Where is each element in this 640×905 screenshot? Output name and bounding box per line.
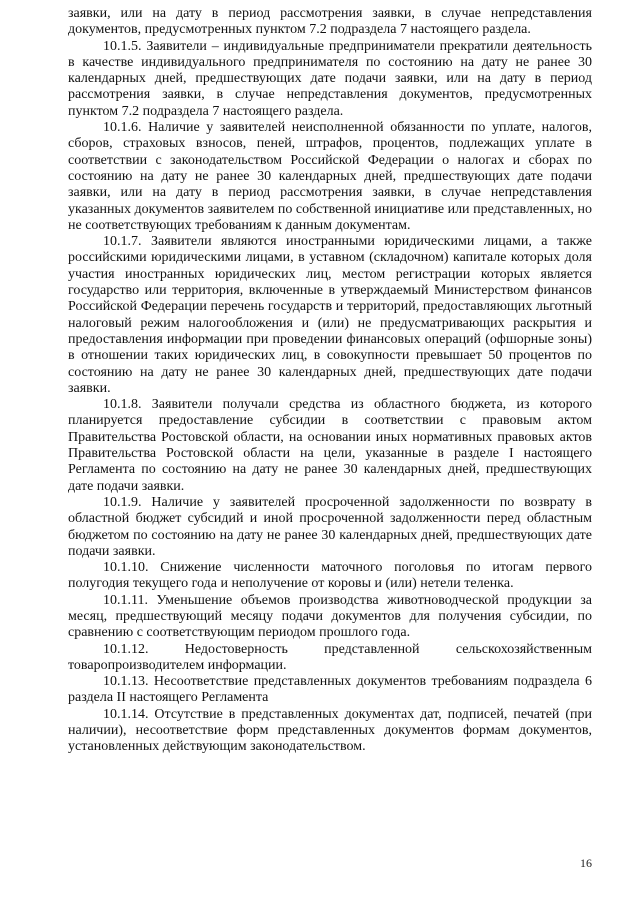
paragraph-10-1-5: 10.1.5. Заявители – индивидуальные предприниматели прекратили деятельность в качестве индивидуального предпринимателя по состоянию на дату не ранее 30 календарных дней, предшествующих дате подачи заявки, или на дату в период рассмотрения заявки, в случае непредставления документов, предусмотренных пунктом 7.2 подраздела 7 настоящего раздела.: [68, 38, 592, 119]
paragraph-10-1-11: 10.1.11. Уменьшение объемов производства животноводческой продукции за месяц, предшествующий месяцу подачи документов для получения субсидии, по сравнению с соответствующим периодом прошлого года.: [68, 592, 592, 641]
paragraph-10-1-10: 10.1.10. Снижение численности маточного поголовья по итогам первого полугодия текущего года и неполучение от коровы и (или) нетели теленка.: [68, 560, 592, 592]
paragraph-10-1-8: 10.1.8. Заявители получали средства из областного бюджета, из которого планируется предоставление субсидии в соответствии с правовым актом Правительства Ростовской области, на основании иных нормативных правовых актов Правительства Ростовской области на цели, указанные в разделе I настоящего Регламента по состоянию на дату не ранее 30 календарных дней, предшествующих дате подачи заявки.: [68, 397, 592, 494]
paragraph-10-1-9: 10.1.9. Наличие у заявителей просроченной задолженности по возврату в областной бюджет субсидий и иной просроченной задолженности перед областным бюджетом по состоянию на дату не ранее 30 календарных дней, предшествующих дате подачи заявки.: [68, 494, 592, 559]
paragraph-10-1-12: 10.1.12. Недостоверность представленной сельскохозяйственным товаропроизводителем информации.: [68, 641, 592, 673]
paragraph-10-1-14: 10.1.14. Отсутствие в представленных документах дат, подписей, печатей (при наличии), несоответствие форм представленных документов формам документов, установленных действующим законодательством.: [68, 706, 592, 755]
paragraph-10-1-6: 10.1.6. Наличие у заявителей неисполненной обязанности по уплате, налогов, сборов, страховых взносов, пеней, штрафов, процентов, подлежащих уплате в соответствии с законодательством Российской Федерации о налогах и сборах по состоянию на дату не ранее 30 календарных дней, предшествующих дате подачи заявки, или на дату в период рассмотрения заявки, в случае непредставления указанных документов заявителем по собственной инициативе или представленных, но не соответствующих требованиям к данным документам.: [68, 120, 592, 233]
document-page: [68, 6, 592, 756]
paragraph-continuation: заявки, или на дату в период рассмотрения заявки, в случае непредставления документов, предусмотренных пунктом 7.2 подраздела 7 настоящего раздела.: [68, 6, 592, 38]
paragraph-10-1-7: 10.1.7. Заявители являются иностранными юридическими лицами, а также российскими юридическими лицами, в уставном (складочном) капитале которых доля участия иностранных юридических лиц, местом регистрации которых является государство или территория, включенные в утверждаемый Министерством финансов Российской Федерации перечень государств и территорий, предоставляющих льготный налоговый режим налогообложения и (или) не предусматривающих раскрытия и предоставления информации при проведении финансовых операций (офшорные зоны) в отношении таких юридических лиц, в совокупности превышает 50 процентов по состоянию на дату не ранее 30 календарных дней, предшествующих дате подачи заявки.: [68, 234, 592, 396]
paragraph-10-1-13: 10.1.13. Несоответствие представленных документов требованиям подраздела 6 раздела II настоящего Регламента: [68, 674, 592, 706]
page-number: 16: [580, 856, 592, 870]
